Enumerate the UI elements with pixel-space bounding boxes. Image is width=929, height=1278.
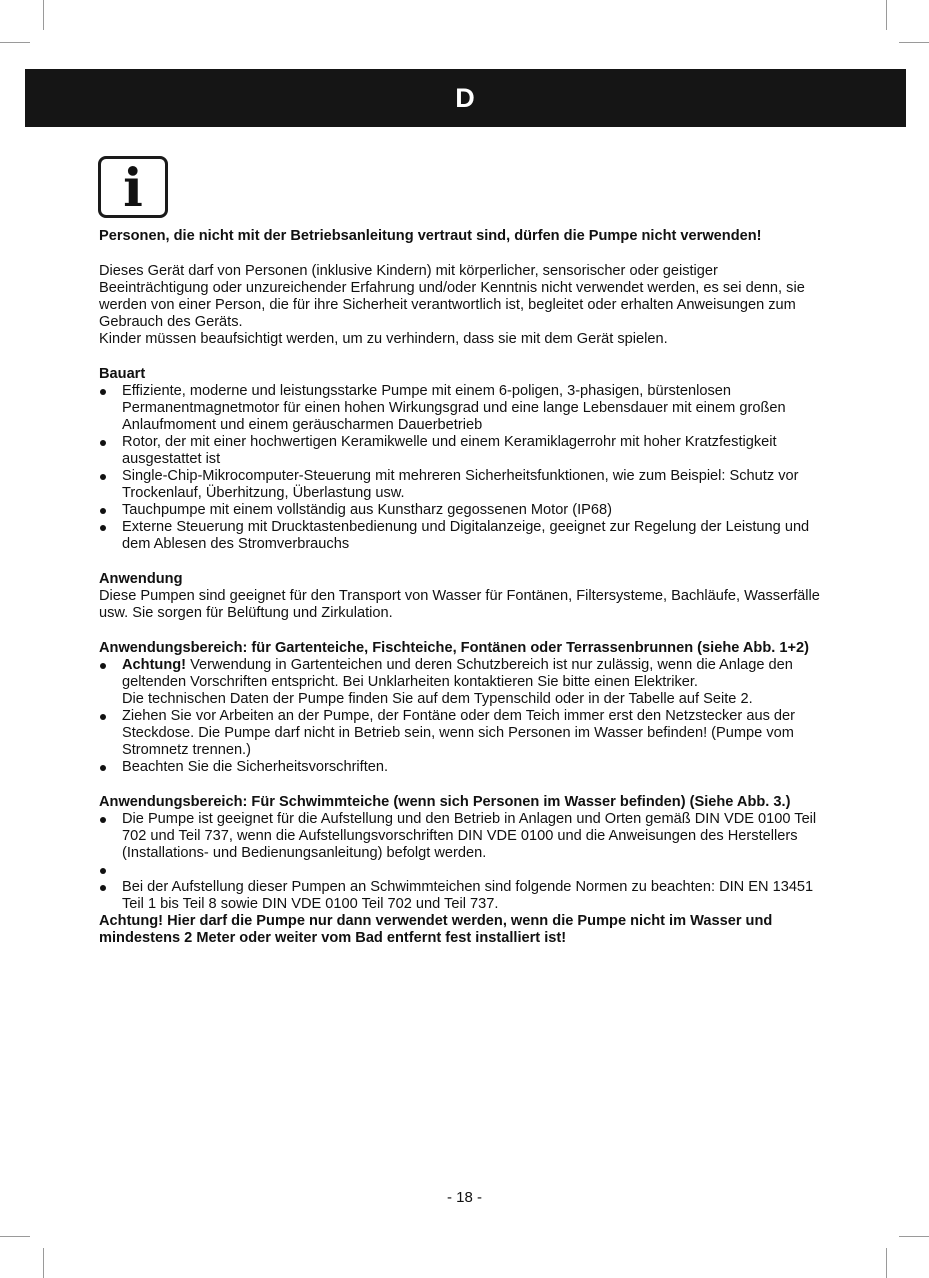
warning-heading: Personen, die nicht mit der Betriebsanleitung vertraut sind, dürfen die Pumpe nicht verwenden! (99, 228, 762, 244)
intro-paragraph: Dieses Gerät darf von Personen (inklusive Kindern) mit körperlicher, sensorischer oder geistiger Beeinträchtigung oder unzureichender Erfahrung und/oder Kenntnis nicht verwendet werden, es sei denn, sie werden von einer Person, die für ihre Sicherheit verantwortlich ist, begleitet oder erhalten Anweisungen zum Gebrauch des Geräts. (99, 263, 805, 330)
bereich1-heading: Anwendungsbereich: für Gartenteiche, Fischteiche, Fontänen oder Terrassenbrunnen (siehe Abb. 1+2) (99, 640, 809, 656)
language-header-bar (25, 69, 906, 127)
bauart-list (99, 383, 829, 553)
list-item: Rotor, der mit einer hochwertigen Keramikwelle und einem Keramiklagerrohr mit hoher Kratzfestigkeit ausgestattet ist (99, 434, 829, 468)
list-item: Single-Chip-Mikrocomputer-Steuerung mit mehreren Sicherheitsfunktionen, wie zum Beispiel: Schutz vor Trockenlauf, Überhitzung, Überlastung usw. (99, 468, 829, 502)
children-note: Kinder müssen beaufsichtigt werden, um zu verhindern, dass sie mit dem Gerät spielen. (99, 331, 668, 347)
list-item: Tauchpumpe mit einem vollständig aus Kunstharz gegossenen Motor (IP68) (99, 502, 829, 519)
crop-mark (43, 0, 44, 30)
crop-mark (899, 42, 929, 43)
crop-mark (886, 0, 887, 30)
crop-mark (899, 1236, 929, 1237)
list-item: Beachten Sie die Sicherheitsvorschriften. (99, 759, 829, 776)
list-item: Effiziente, moderne und leistungsstarke Pumpe mit einem 6-poligen, 3-phasigen, bürstenlosen Permanentmagnetmotor für einen hohen Wirkungsgrad und eine lange Lebensdauer mit einem großen Anlaufmoment und einem geräuscharmen Dauerbetrieb (99, 383, 829, 434)
crop-mark (43, 1248, 44, 1278)
list-item: Ziehen Sie vor Arbeiten an der Pumpe, der Fontäne oder dem Teich immer erst den Netzstecker aus der Steckdose. Die Pumpe darf nicht in Betrieb sein, wenn sich Personen im Wasser befinden! (Pumpe vom Stromnetz trennen.) (99, 708, 829, 759)
bauart-heading: Bauart (99, 366, 146, 382)
anwendung-text: Diese Pumpen sind geeignet für den Transport von Wasser für Fontänen, Filtersysteme, Bachläufe, Wasserfälle usw. Sie sorgen für Belüftung und Zirkulation. (99, 588, 820, 621)
crop-mark (0, 1236, 30, 1237)
final-warning: Achtung! Hier darf die Pumpe nur dann verwendet werden, wenn die Pumpe nicht im Wasser und mindestens 2 Meter oder weiter vom Bad entfernt fest installiert ist! (99, 913, 773, 946)
bereich1-list (99, 657, 829, 776)
bereich2-list (99, 811, 829, 913)
page-number: - 18 - (446, 1189, 482, 1206)
list-item: Die Pumpe ist geeignet für die Aufstellung und den Betrieb in Anlagen und Orten gemäß DIN VDE 0100 Teil 702 und Teil 737, wenn die Aufstellungsvorschriften DIN VDE 0100 und die Anweisungen des Herstellers (Installations- und Bedienungsanleitung) befolgt werden. (99, 811, 829, 862)
language-code: D (455, 82, 476, 113)
document-body (99, 228, 829, 947)
technical-data-note: Die technischen Daten der Pumpe finden Sie auf dem Typenschild oder in der Tabelle auf Seite 2. (122, 691, 753, 707)
info-glyph: i (123, 158, 143, 219)
list-item: Externe Steuerung mit Drucktastenbedienung und Digitalanzeige, geeignet zur Regelung der Leistung und dem Ablesen des Stromverbrauchs (99, 519, 829, 553)
crop-mark (0, 42, 30, 43)
achtung-text: Verwendung in Gartenteichen und deren Schutzbereich ist nur zulässig, wenn die Anlage den geltenden Vorschriften entspricht. Bei Unklarheiten kontaktieren Sie bitte einen Elektriker. (122, 657, 793, 690)
list-item: Bei der Aufstellung dieser Pumpen an Schwimmteichen sind folgende Normen zu beachten: DIN EN 13451 Teil 1 bis Teil 8 sowie DIN VDE 0100 Teil 702 und Teil 737. (99, 879, 829, 913)
info-icon (98, 156, 168, 218)
achtung-label: Achtung! (122, 657, 187, 673)
crop-mark (886, 1248, 887, 1278)
list-item (99, 657, 829, 708)
anwendung-heading: Anwendung (99, 571, 183, 587)
bereich2-heading: Anwendungsbereich: Für Schwimmteiche (wenn sich Personen im Wasser befinden) (Siehe Abb. 3.) (99, 794, 791, 810)
